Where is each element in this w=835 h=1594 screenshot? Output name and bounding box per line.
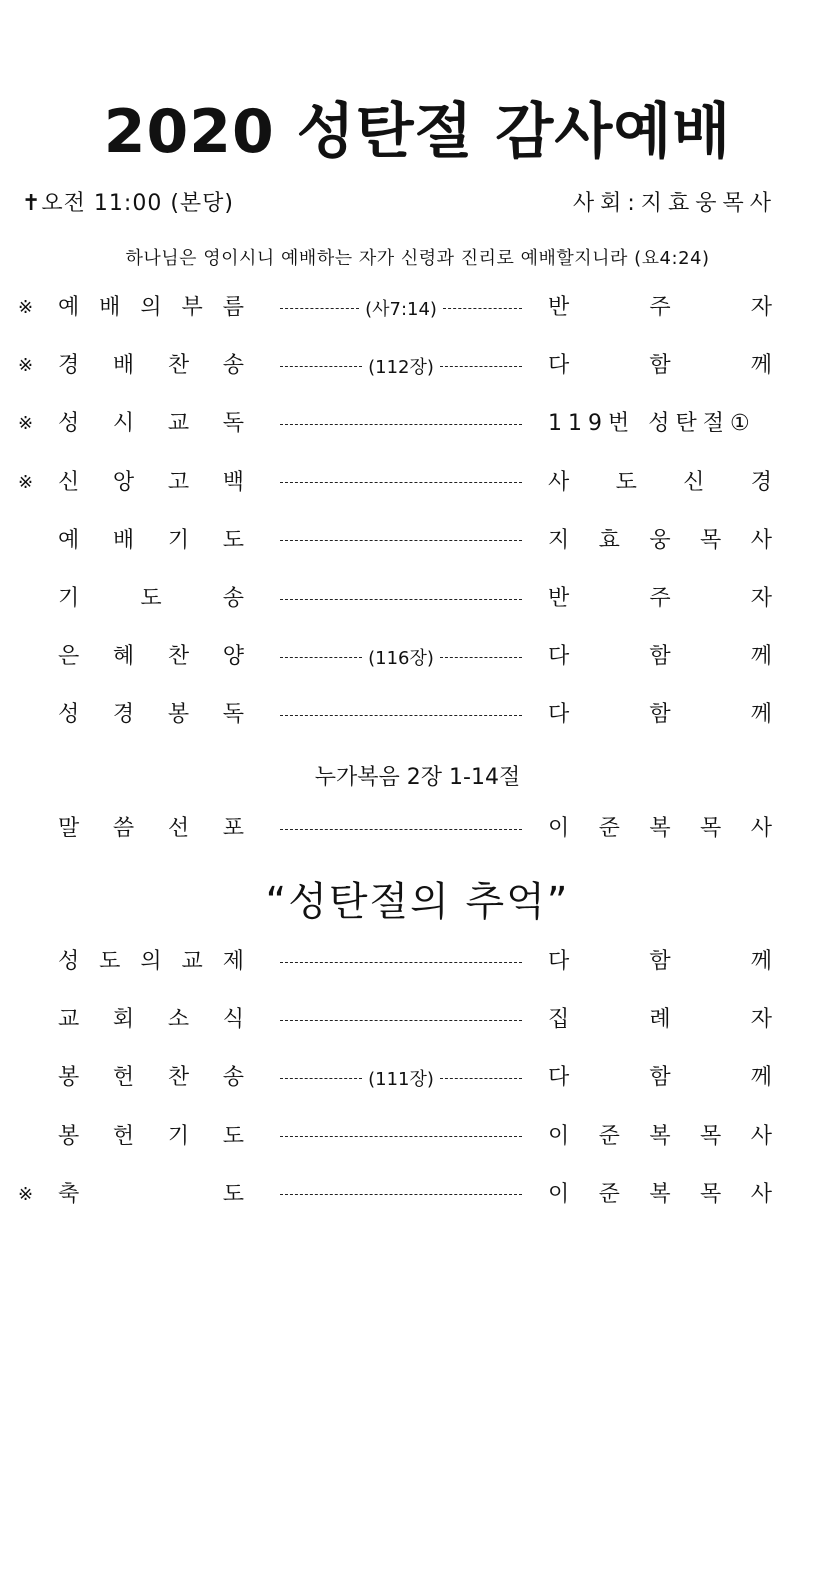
dotted-leader [280, 1005, 522, 1035]
program-row [0, 700, 835, 740]
program-item-person: 지 효 웅 목 사 [548, 527, 772, 553]
program-item-person: 다 함 께 [548, 949, 772, 974]
program-item-name: 성 도 의 교 제 [58, 949, 244, 974]
program-item-person: 다 함 께 [548, 353, 772, 379]
program-row [0, 1005, 835, 1045]
program-item-person: 사 도 신 경 [548, 469, 772, 495]
opening-verse: 하나님은 영이시니 예배하는 자가 신령과 진리로 예배할지니라 (요4:24) [125, 248, 710, 269]
program-item-person: 이 준 복 목 사 [548, 816, 772, 841]
program-item-person: 집 례 자 [548, 1007, 772, 1033]
program-item-name: 예 배 기 도 [58, 527, 244, 553]
dotted-leader [280, 293, 522, 323]
stand-mark: ※ [18, 413, 34, 435]
program-item-person: 119번 성탄절① [548, 411, 756, 437]
program-item-name: 말 씀 선 포 [58, 816, 244, 841]
dotted-leader [280, 468, 522, 498]
program-item-name: 성 경 봉 독 [58, 702, 244, 728]
stand-mark: ※ [18, 355, 34, 377]
program-row [0, 351, 835, 391]
program-item-reference: (112장) [368, 357, 434, 379]
program-item-name: 예 배 의 부 름 [58, 295, 244, 320]
service-host: 사회:지효웅목사 [572, 191, 777, 216]
program-item-name: 기 도 송 [58, 586, 244, 611]
dotted-leader [280, 409, 522, 439]
program-item-reference: (111장) [368, 1069, 434, 1091]
program-row [0, 584, 835, 624]
program-item-person: 반 주 자 [548, 295, 772, 320]
program-row [0, 642, 835, 682]
stand-mark: ※ [18, 1183, 34, 1205]
program-row [0, 1063, 835, 1103]
program-item-name: 은 혜 찬 양 [58, 644, 244, 670]
program-row [0, 947, 835, 987]
program-row [0, 409, 835, 449]
program-item-person: 다 함 께 [548, 702, 772, 728]
program-row [0, 293, 835, 333]
program-row [0, 814, 835, 854]
program-item-name: 축 도 [58, 1181, 244, 1207]
dotted-leader [280, 1063, 522, 1093]
dotted-leader [280, 947, 522, 977]
dotted-leader [280, 642, 522, 672]
sermon-title: “성탄절의 추억” [265, 879, 570, 925]
program-item-name: 경 배 찬 송 [58, 353, 244, 379]
program-item-person: 이 준 복 목 사 [548, 1123, 772, 1149]
program-row [0, 1122, 835, 1162]
program-item-person: 이 준 복 목 사 [548, 1181, 772, 1207]
program-item-person: 다 함 께 [548, 1065, 772, 1091]
program-item-name: 봉 헌 기 도 [58, 1123, 244, 1149]
program-row [0, 468, 835, 508]
dotted-leader [280, 700, 522, 730]
program-item-name: 교 회 소 식 [58, 1007, 244, 1033]
program-item-name: 성 시 교 독 [58, 411, 244, 437]
stand-mark: ※ [18, 471, 34, 493]
program-item-person: 다 함 께 [548, 644, 772, 670]
service-time: ✝오전 11:00 (본당) [22, 191, 234, 216]
dotted-leader [280, 584, 522, 614]
program-item-person: 반 주 자 [548, 586, 772, 611]
dotted-leader [280, 1122, 522, 1152]
dotted-leader [280, 351, 522, 381]
scripture-passage: 누가복음 2장 1-14절 [314, 765, 521, 790]
program-item-reference: (사7:14) [365, 299, 437, 320]
dotted-leader [280, 526, 522, 556]
program-row [0, 1180, 835, 1220]
program-item-name: 신 앙 고 백 [58, 469, 244, 495]
stand-mark: ※ [18, 297, 34, 318]
dotted-leader [280, 814, 522, 844]
program-row [0, 526, 835, 566]
bulletin-title: 2020 성탄절 감사예배 [103, 97, 732, 167]
dotted-leader [280, 1180, 522, 1210]
program-item-reference: (116장) [368, 648, 434, 670]
program-item-name: 봉 헌 찬 송 [58, 1065, 244, 1091]
